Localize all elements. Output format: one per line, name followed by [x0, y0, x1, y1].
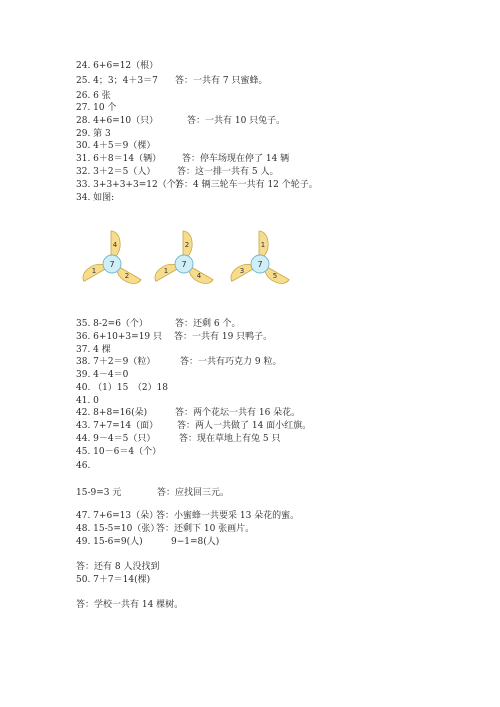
pinwheel — [151, 231, 213, 288]
hub-number: 7 — [257, 260, 263, 269]
problem-equation: 31. 6＋8＝14（辆） — [76, 154, 162, 164]
problem-equation: 24. 6+6=12（根） — [76, 61, 159, 71]
problem-answer: 答：两人一共做了 14 面小红旗。 — [177, 421, 312, 431]
blade-number: 3 — [239, 266, 245, 275]
problem-answer: 9−1=8(人) — [171, 537, 220, 547]
blade-number: 2 — [124, 272, 130, 281]
problem-answer: 答：还剩下 10 张画片。 — [156, 524, 255, 534]
blade-number: 4 — [196, 272, 202, 281]
problem-equation: 15-9=3 元 — [76, 488, 122, 498]
blade-number: 5 — [272, 272, 278, 281]
blade-number: 1 — [91, 266, 97, 275]
problem-equation: 48. 15-5=10（张） — [76, 524, 160, 534]
problem-equation: 46. — [76, 461, 91, 471]
problem-answer: 答：一共有巧克力 9 粒。 — [180, 357, 282, 367]
problem-answer: 答：两个花坛一共有 16 朵花。 — [175, 408, 301, 418]
top-blade — [259, 231, 268, 256]
problem-answer: 答：一共有 19 只鸭子。 — [174, 332, 273, 342]
left-blade — [79, 261, 106, 282]
problem-equation: 43. 7+7=14（面） — [76, 421, 159, 431]
blade-number: 1 — [163, 266, 169, 275]
pinwheel-figure — [74, 224, 296, 294]
problem-equation: 42. 8+8=16(朵) — [76, 408, 148, 418]
problem-answer: 答：一共有 10 只兔子。 — [187, 116, 286, 126]
problem-answer: 答：一共有 7 只蜜蜂。 — [175, 76, 268, 86]
problem-equation: 39. 4－4＝0 — [76, 370, 129, 380]
problem-equation: 29. 第 3 — [76, 129, 111, 139]
left-blade — [227, 261, 254, 282]
left-blade — [151, 261, 178, 282]
blade-number: 2 — [184, 241, 190, 249]
problem-equation: 47. 7+6=13（朵） — [76, 511, 159, 521]
problem-answer: 答：应找回三元。 — [157, 488, 230, 498]
problem-equation: 35. 8-2=6（个） — [76, 319, 148, 329]
problem-equation: 45. 10－6＝4（个） — [76, 447, 162, 457]
problem-answer: 答：现在草地上有兔 5 只 — [179, 434, 281, 444]
top-blade — [111, 231, 120, 256]
problem-equation: 50. 7＋7＝14(棵) — [76, 575, 151, 585]
problem-answer: 答：小蜜蜂一共要采 13 朵花的蜜。 — [156, 511, 300, 521]
hub-number: 7 — [181, 260, 187, 269]
problem-answer: 答：还剩 6 个。 — [175, 319, 241, 329]
problem-equation: 26. 6 张 — [76, 91, 111, 101]
top-blade — [183, 231, 192, 256]
problem-equation: 30. 4＋5＝9（棵） — [76, 141, 156, 151]
blade-number: 4 — [112, 241, 118, 249]
problem-equation: 25. 4；3；4＋3＝7 — [76, 76, 158, 86]
problem-equation: 34. 如图: — [76, 193, 115, 203]
pinwheel — [227, 231, 289, 288]
hub-number: 7 — [109, 260, 115, 269]
problem-equation: 44. 9－4＝5（只） — [76, 434, 156, 444]
problem-equation: 40. （1）15 （2）18 — [76, 383, 169, 393]
problem-equation: 答：学校一共有 14 棵树。 — [76, 600, 184, 610]
problem-equation: 33. 3+3+3+3=12（个） — [76, 180, 185, 190]
problem-answer: 答：停车场现在停了 14 辆 — [182, 154, 290, 164]
problem-equation: 答：还有 8 人没找到 — [76, 562, 160, 572]
problem-equation: 27. 10 个 — [76, 103, 117, 113]
problem-equation: 37. 4 棵 — [76, 345, 111, 355]
problem-equation: 41. 0 — [76, 396, 99, 406]
problem-answer: 答：4 辆三轮车一共有 12 个轮子。 — [175, 180, 318, 190]
problem-answer: 答：这一排一共有 5 人。 — [177, 167, 279, 177]
problem-equation: 32. 3＋2＝5（人） — [76, 167, 156, 177]
problem-equation: 38. 7＋2＝9（粒） — [76, 357, 156, 367]
blade-number: 1 — [260, 241, 266, 249]
problem-equation: 36. 6+10+3=19 只 — [76, 332, 163, 342]
pinwheel — [79, 231, 141, 288]
problem-equation: 28. 4+6=10（只） — [76, 116, 159, 126]
problem-equation: 49. 15-6=9(人) — [76, 537, 143, 547]
